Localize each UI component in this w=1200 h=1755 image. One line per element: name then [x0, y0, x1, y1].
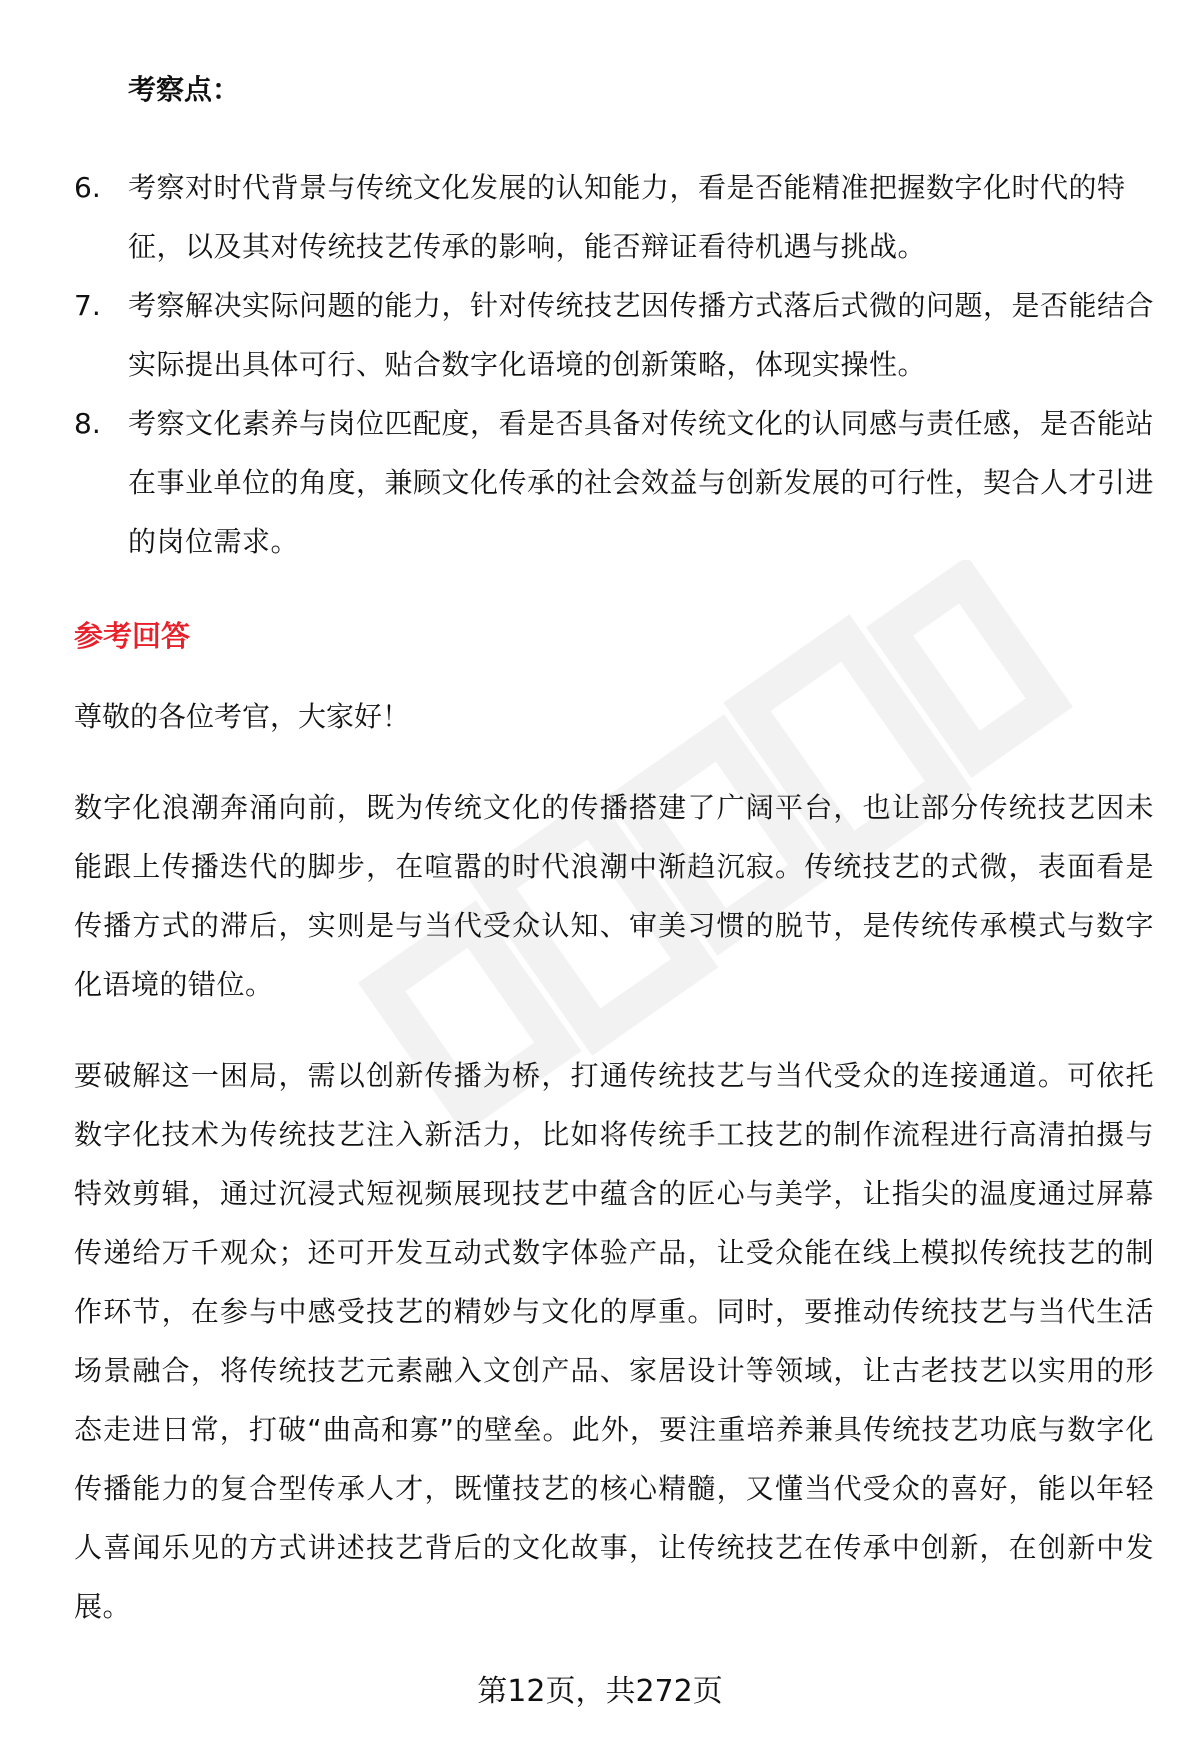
page-number-footer: 第12页，共272页	[477, 1674, 723, 1709]
answer-paragraph: 要破解这一困局，需以创新传播为桥，打通传统技艺与当代受众的连接通道。可依托数字化技术为传统技艺注入新活力，比如将传统手工技艺的制作流程进行高清拍摄与特效剪辑，通过沉浸式短视频展现技艺中蕴含的匠心与美学，让指尖的温度通过屏幕传递给万千观众；还可开发互动式数字体验产品，让受众能在线上模拟传统技艺的制作环节，在参与中感受技艺的精妙与文化的厚重。同时，要推动传统技艺与当代生活场景融合，将传统技艺元素融入文创产品、家居设计等领域，让古老技艺以实用的形态走进日常，打破“曲高和寡”的壁垒。此外，要注重培养兼具传统技艺功底与数字化传播能力的复合型传承人才，既懂技艺的核心精髓，又懂当代受众的喜好，能以年轻人喜闻乐见的方式讲述技艺背后的文化故事，让传统技艺在传承中创新，在创新中发展。	[74, 1059, 1154, 1623]
answer-heading: 参考回答	[74, 619, 191, 653]
exam-point-item	[74, 158, 1154, 276]
greeting-text: 尊敬的各位考官，大家好！	[74, 700, 411, 733]
exam-point-number: 7.	[74, 289, 101, 322]
exam-points-list	[74, 158, 1154, 571]
exam-point-text: 考察解决实际问题的能力，针对传统技艺因传播方式落后式微的问题，是否能结合实际提出具体可行、贴合数字化语境的创新策略，体现实操性。	[128, 289, 1155, 381]
section-label-exam-points: 考察点：	[128, 73, 241, 106]
exam-point-number: 6.	[74, 171, 101, 204]
exam-point-number: 8.	[74, 407, 101, 440]
exam-point-text: 考察对时代背景与传统文化发展的认知能力，看是否能精准把握数字化时代的特征，以及其对传统技艺传承的影响，能否辩证看待机遇与挑战。	[128, 171, 1126, 263]
answer-paragraph: 数字化浪潮奔涌向前，既为传统文化的传播搭建了广阔平台，也让部分传统技艺因未能跟上传播迭代的脚步，在喧嚣的时代浪潮中渐趋沉寂。传统技艺的式微，表面看是传播方式的滞后，实则是与当代受众认知、审美习惯的脱节，是传统传承模式与数字化语境的错位。	[74, 791, 1154, 1001]
exam-point-text: 考察文化素养与岗位匹配度，看是否具备对传统文化的认同感与责任感，是否能站在事业单位的角度，兼顾文化传承的社会效益与创新发展的可行性，契合人才引进的岗位需求。	[128, 407, 1155, 558]
exam-point-item	[74, 394, 1154, 571]
exam-point-item	[74, 276, 1154, 394]
